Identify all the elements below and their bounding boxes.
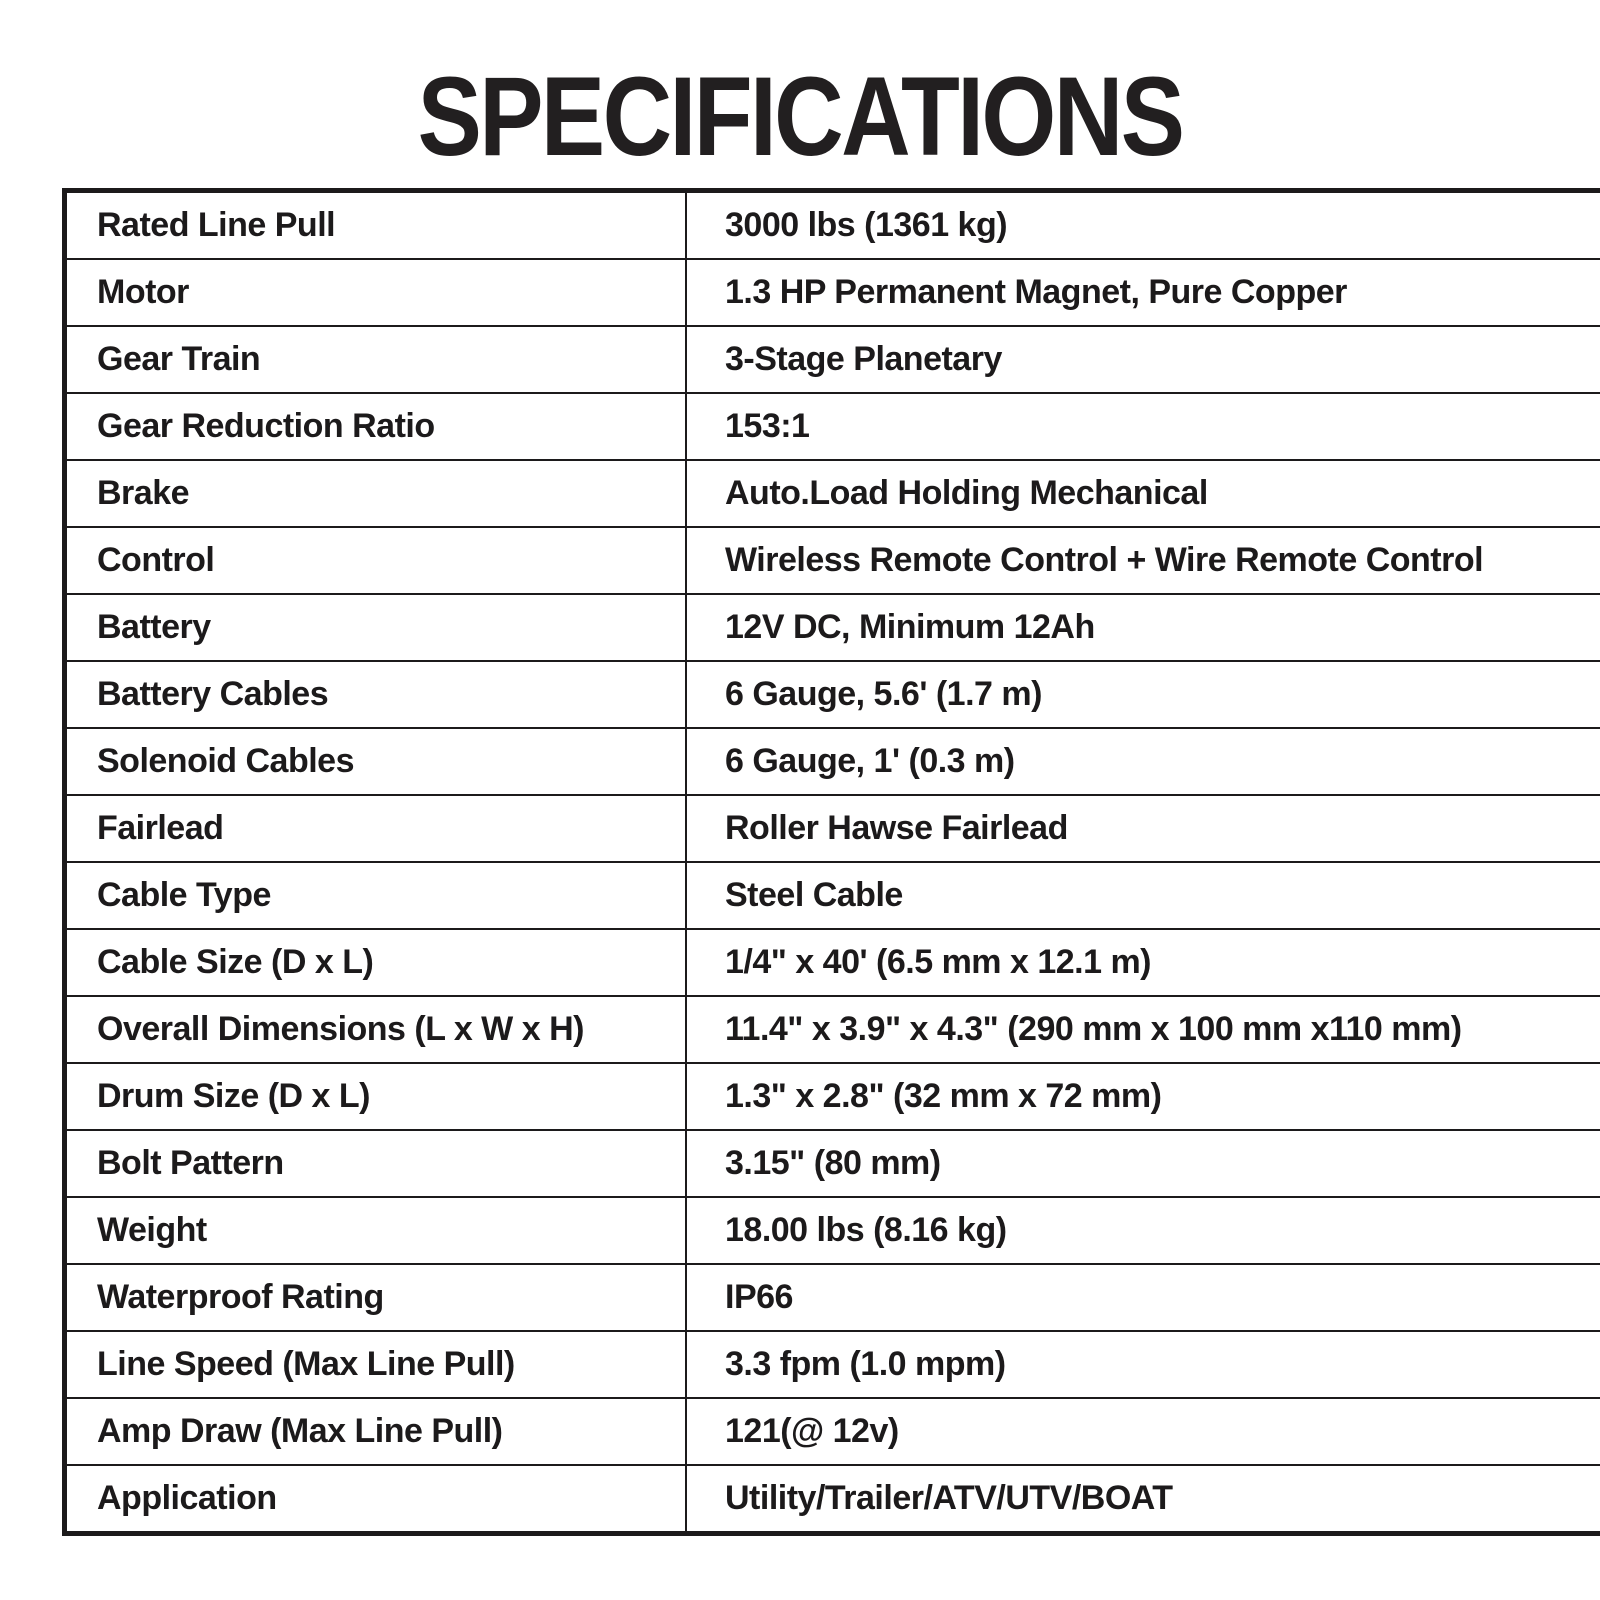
- spec-value: 1.3 HP Permanent Magnet, Pure Copper: [686, 259, 1600, 326]
- spec-value: 153:1: [686, 393, 1600, 460]
- spec-label: Brake: [65, 460, 687, 527]
- spec-label: Cable Size (D x L): [65, 929, 687, 996]
- spec-label: Cable Type: [65, 862, 687, 929]
- spec-label: Overall Dimensions (L x W x H): [65, 996, 687, 1063]
- spec-row: [65, 728, 1600, 795]
- spec-row: [65, 1063, 1600, 1130]
- spec-label: Motor: [65, 259, 687, 326]
- spec-row: [65, 996, 1600, 1063]
- spec-row: [65, 1197, 1600, 1264]
- spec-row: [65, 1465, 1600, 1534]
- spec-value: Steel Cable: [686, 862, 1600, 929]
- spec-row: [65, 594, 1600, 661]
- spec-label: Gear Reduction Ratio: [65, 393, 687, 460]
- spec-row: [65, 460, 1600, 527]
- spec-value: 3.3 fpm (1.0 mpm): [686, 1331, 1600, 1398]
- spec-label: Battery: [65, 594, 687, 661]
- spec-label: Waterproof Rating: [65, 1264, 687, 1331]
- spec-row: [65, 929, 1600, 996]
- spec-label: Solenoid Cables: [65, 728, 687, 795]
- spec-row: [65, 1331, 1600, 1398]
- spec-row: [65, 1264, 1600, 1331]
- spec-label: Rated Line Pull: [65, 191, 687, 260]
- specifications-table: [62, 188, 1600, 1536]
- spec-row: [65, 326, 1600, 393]
- spec-row: [65, 661, 1600, 728]
- spec-label: Weight: [65, 1197, 687, 1264]
- spec-row: [65, 1130, 1600, 1197]
- spec-value: 6 Gauge, 1' (0.3 m): [686, 728, 1600, 795]
- spec-label: Battery Cables: [65, 661, 687, 728]
- spec-label: Gear Train: [65, 326, 687, 393]
- spec-label: Control: [65, 527, 687, 594]
- spec-row: [65, 795, 1600, 862]
- spec-value: 121(@ 12v): [686, 1398, 1600, 1465]
- spec-label: Line Speed (Max Line Pull): [65, 1331, 687, 1398]
- spec-label: Drum Size (D x L): [65, 1063, 687, 1130]
- spec-row: [65, 527, 1600, 594]
- spec-value: 3.15" (80 mm): [686, 1130, 1600, 1197]
- spec-value: 18.00 lbs (8.16 kg): [686, 1197, 1600, 1264]
- spec-label: Amp Draw (Max Line Pull): [65, 1398, 687, 1465]
- spec-value: 3-Stage Planetary: [686, 326, 1600, 393]
- spec-value: 11.4" x 3.9" x 4.3" (290 mm x 100 mm x110 mm): [686, 996, 1600, 1063]
- spec-row: [65, 1398, 1600, 1465]
- spec-value: Utility/Trailer/ATV/UTV/BOAT: [686, 1465, 1600, 1534]
- spec-value: Wireless Remote Control + Wire Remote Control: [686, 527, 1600, 594]
- spec-value: 1/4" x 40' (6.5 mm x 12.1 m): [686, 929, 1600, 996]
- spec-row: [65, 191, 1600, 260]
- page-title: SPECIFICATIONS: [417, 54, 1183, 179]
- spec-value: 12V DC, Minimum 12Ah: [686, 594, 1600, 661]
- spec-value: IP66: [686, 1264, 1600, 1331]
- spec-row: [65, 259, 1600, 326]
- spec-value: Auto.Load Holding Mechanical: [686, 460, 1600, 527]
- spec-label: Bolt Pattern: [65, 1130, 687, 1197]
- spec-value: 3000 lbs (1361 kg): [686, 191, 1600, 260]
- spec-value: 6 Gauge, 5.6' (1.7 m): [686, 661, 1600, 728]
- spec-value: Roller Hawse Fairlead: [686, 795, 1600, 862]
- spec-row: [65, 862, 1600, 929]
- spec-value: 1.3" x 2.8" (32 mm x 72 mm): [686, 1063, 1600, 1130]
- spec-label: Fairlead: [65, 795, 687, 862]
- spec-row: [65, 393, 1600, 460]
- spec-label: Application: [65, 1465, 687, 1534]
